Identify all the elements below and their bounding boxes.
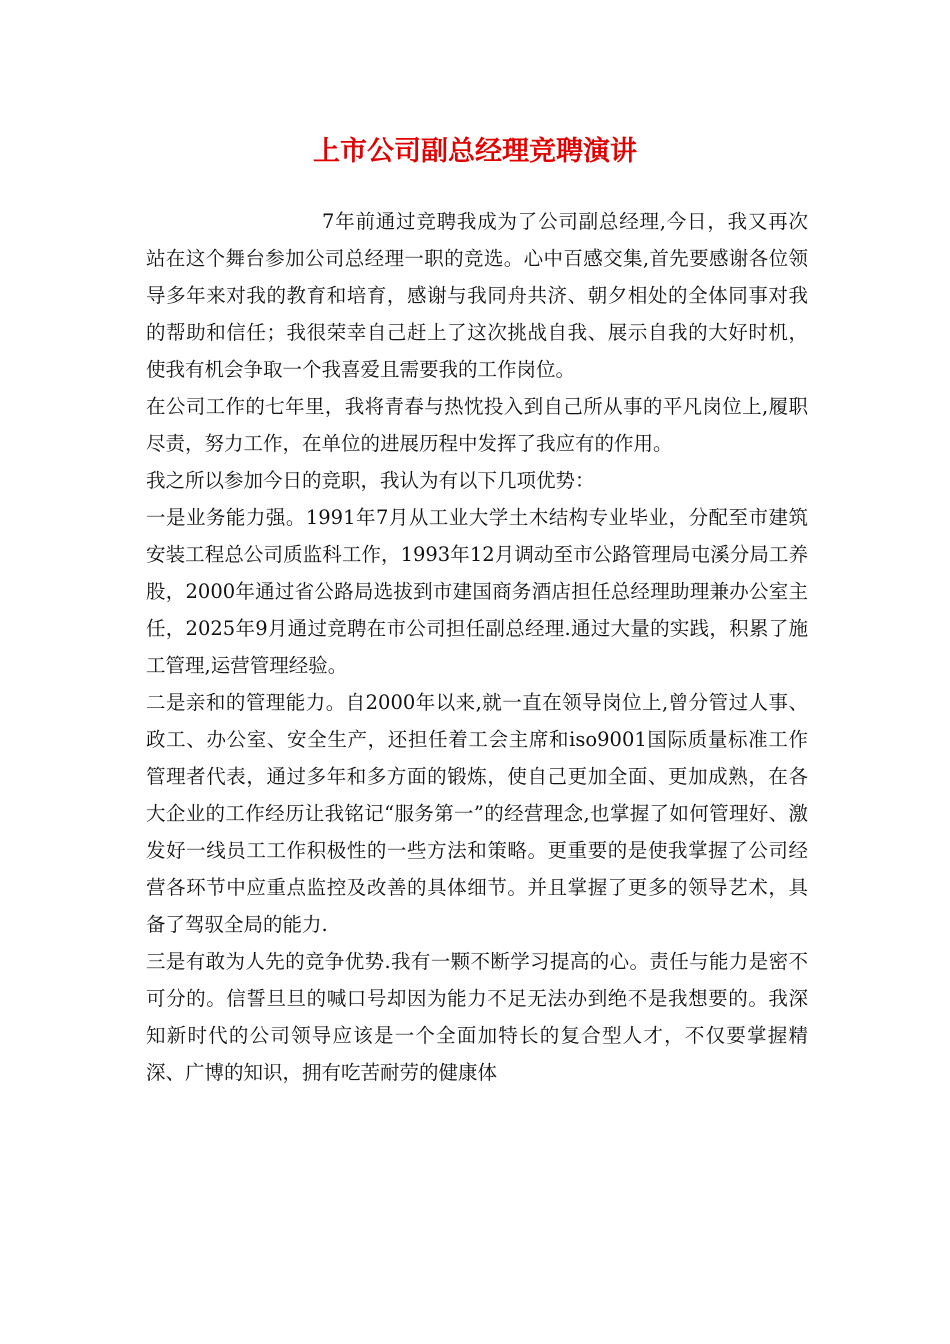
paragraph-advantage-two: 二是亲和的管理能力。自2000年以来,就一直在领导岗位上,曾分管过人事、政工、办公室、安全生产，还担任着工会主席和iso9001国际质量标准工作管理者代表，通过多年和多方面的锻炼，使自己更加全面、更加成熟，在各大企业的工作经历让我铭记“服务第一”的经营理念,也掌握了如何管理好、激发好一线员工工作积极性的一些方法和策略。更重要的是使我掌握了公司经营各环节中应重点监控及改善的具体细节。并且掌握了更多的领导艺术，具备了驾驭全局的能力. [146, 691, 808, 936]
paragraph-advantages-intro: 我之所以参加今日的竞职，我认为有以下几项优势： [146, 469, 595, 492]
paragraph-advantage-one: 一是业务能力强。1991年7月从工业大学土木结构专业毕业，分配至市建筑安装工程总公司质监科工作，1993年12月调动至市公路管理局屯溪分局工养股，2000年通过省公路局选拔到市建国商务酒店担任总经理助理兼办公室主任，2025年9月通过竞聘在市公司担任副总经理.通过大量的实践，积累了施工管理,运营管理经验。 [146, 506, 808, 677]
paragraph-advantage-three: 三是有敢为人先的竞争优势.我有一颗不断学习提高的心。责任与能力是密不可分的。信誓旦旦的喊口号却因为能力不足无法办到绝不是我想要的。我深知新时代的公司领导应该是一个全面加特长的复合型人才，不仅要掌握精深、广博的知识，拥有吃苦耐劳的健康体 [146, 950, 808, 1084]
document-title: 上市公司副总经理竞聘演讲 [313, 136, 637, 167]
paragraph-opening: 7年前通过竞聘我成为了公司副总经理,今日，我又再次站在这个舞台参加公司总经理一职的竞选。心中百感交集,首先要感谢各位领导多年来对我的教育和培育，感谢与我同舟共济、朝夕相处的全体同事对我的帮助和信任；我很荣幸自己赶上了这次挑战自我、展示自我的大好时机，使我有机会争取一个我喜爱且需要我的工作岗位。 [146, 210, 808, 381]
paragraph-seven-years: 在公司工作的七年里，我将青春与热忱投入到自己所从事的平凡岗位上,履职尽责，努力工作，在单位的进展历程中发挥了我应有的作用。 [146, 395, 808, 455]
document-body [146, 203, 808, 1091]
